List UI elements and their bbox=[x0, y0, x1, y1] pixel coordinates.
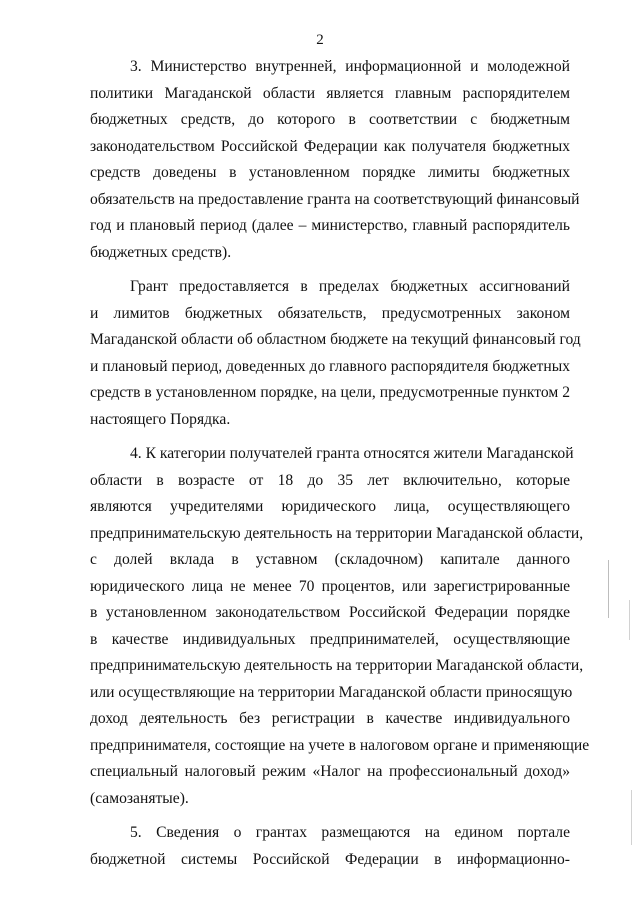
paragraph-line: специальный налоговый режим «Налог на профессиональный доход» bbox=[90, 763, 570, 780]
paragraph-line: в качестве индивидуальных предпринимателей, осуществляющие bbox=[90, 630, 570, 648]
paragraph-line: средств в установленном порядке, на цели, предусмотренные пунктом 2 bbox=[90, 384, 570, 401]
paragraph-line: 5. Сведения о грантах размещаются на едином портале bbox=[130, 824, 570, 841]
paragraph-line: области в возрасте от 18 до 35 лет включительно, которые bbox=[90, 471, 570, 489]
paragraph-grant bbox=[90, 274, 581, 433]
paragraph-line: 3. Министерство внутренней, информационной и молодежной bbox=[130, 58, 570, 75]
paragraph-line: обязательств на предоставление гранта на соответствующий финансовый bbox=[90, 190, 580, 208]
paragraph-line: и лимитов бюджетных обязательств, предусмотренных законом bbox=[90, 304, 570, 322]
paragraph-line: предпринимательскую деятельность на территории Магаданской области, bbox=[90, 524, 584, 542]
paragraph-line: Магаданской области об областном бюджете на текущий финансовый год bbox=[90, 331, 581, 348]
paragraph-line: с долей вклада в уставном (складочном) капитале данного bbox=[90, 551, 570, 568]
paragraph-line: Грант предоставляется в пределах бюджетных ассигнований bbox=[130, 278, 570, 295]
paragraph-line: 4. К категории получателей гранта относятся жители Магаданской bbox=[130, 445, 574, 462]
paragraph-line: предпринимательскую деятельность на территории Магаданской области, bbox=[90, 657, 584, 674]
paragraph-line: настоящего Порядка. bbox=[90, 410, 231, 428]
scan-edge-mark bbox=[631, 790, 632, 845]
paragraph-line: год и плановый период (далее – министерство, главный распорядитель bbox=[90, 217, 570, 234]
page-number: 2 bbox=[316, 32, 324, 48]
paragraph-line: бюджетных средств, до которого в соответствии с бюджетным bbox=[90, 111, 570, 128]
paragraph-line: или осуществляющие на территории Магаданской области приносящую bbox=[90, 683, 573, 701]
paragraph-3 bbox=[90, 54, 580, 266]
paragraph-line: политики Магаданской области является главным распорядителем bbox=[90, 84, 570, 102]
paragraph-5 bbox=[90, 820, 570, 873]
scan-edge-mark bbox=[608, 560, 609, 618]
paragraph-line: бюджетных средств). bbox=[90, 243, 232, 261]
paragraph-line: в установленном законодательством Российской Федерации порядке bbox=[90, 604, 570, 621]
paragraph-line: доход деятельность без регистрации в качестве индивидуального bbox=[90, 710, 570, 727]
paragraph-4 bbox=[90, 441, 590, 812]
paragraph-line: являются учредителями юридического лица, осуществляющего bbox=[90, 498, 570, 515]
paragraph-line: (самозанятые). bbox=[90, 789, 189, 807]
paragraph-line: законодательством Российской Федерации как получателя бюджетных bbox=[90, 137, 570, 155]
paragraph-line: средств доведены в установленном порядке лимиты бюджетных bbox=[90, 164, 570, 181]
paragraph-line: юридического лица не менее 70 процентов, или зарегистрированные bbox=[90, 577, 570, 595]
scan-edge-mark bbox=[629, 600, 630, 640]
paragraph-line: бюджетной системы Российской Федерации в информационно- bbox=[90, 850, 570, 868]
paragraph-line: и плановый период, доведенных до главного распорядителя бюджетных bbox=[90, 357, 570, 375]
document-body bbox=[90, 54, 590, 873]
paragraph-line: предпринимателя, состоящие на учете в налоговом органе и применяющие bbox=[90, 736, 590, 754]
